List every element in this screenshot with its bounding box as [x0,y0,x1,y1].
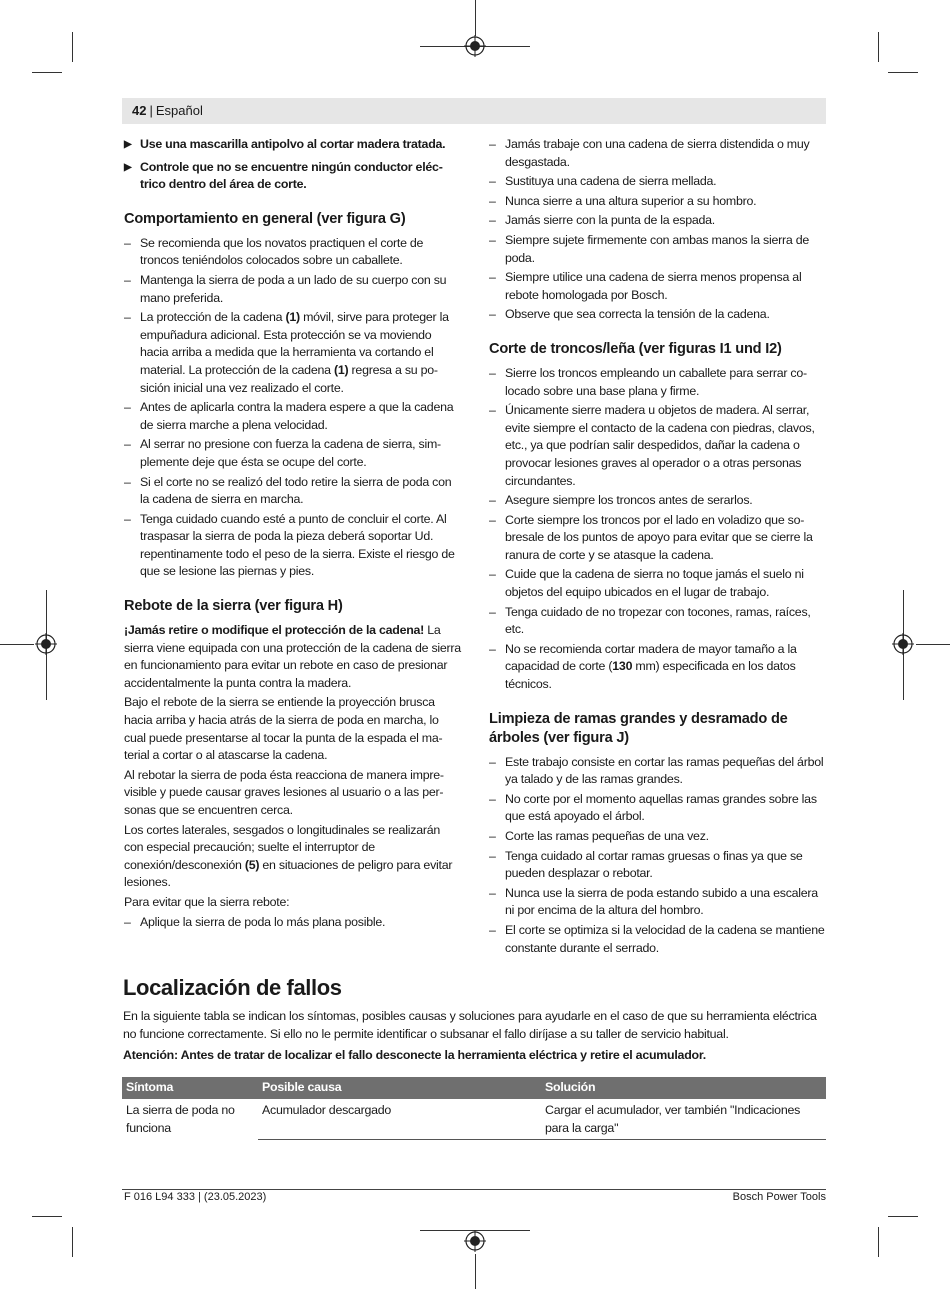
list-item [124,436,461,471]
kickback-paragraph: Al rebotar la sierra de poda ésta reacciona de manera imprevisible y puede causar graves lesiones al usuario o a las personas que se encuentren cerca. [124,767,444,817]
page-number: 42 [132,103,147,118]
arrow-icon: ▶ [124,139,132,150]
list-item-text: No se recomienda cortar madera de mayor tamaño a la capacidad de corte ( [505,641,797,674]
part-reference: (1) [285,310,300,325]
list-item-text: Este trabajo consiste en cortar las ramas pequeñas del árbol ya talado y de las ramas grandes. [505,754,824,787]
dash-bullet: – [489,754,496,769]
dash-bullet: – [124,235,131,250]
table-cell-symptom: La sierra de poda no funciona [126,1103,235,1135]
left-column [124,136,461,933]
header-language: Español [155,103,203,118]
list-item-text: Únicamente sierre madera u objetos de madera. Al serrar, evite siempre el contacto de la cadena con piedras, clavos, etc., ya que podrían salir despedidos, dañar la cadena o provocar lesiones graves al operador o a otras personas circundantes. [505,403,815,488]
dash-bullet: – [489,174,496,189]
list-item-text: El corte se optimiza si la velocidad de la cadena se mantiene constante durante el serrado. [505,922,825,955]
registration-target-icon [35,633,57,655]
troubleshooting-table [122,1077,826,1140]
page-header [122,98,826,124]
crop-mark [72,1227,73,1257]
registration-line [916,644,950,645]
list-item [489,848,826,883]
list-item [489,365,826,400]
list-item-text: Jamás sierre con la punta de la espada. [505,213,715,228]
list-item-text: Aplique la sierra de poda lo más plana posible. [140,914,386,929]
list-item-text: Tenga cuidado al cortar ramas gruesas o finas ya que se pueden desplazar o rebotar. [505,848,803,881]
list-item [124,272,461,307]
dash-bullet: – [489,365,496,380]
list-item [489,306,826,324]
list-item-text: Observe que sea correcta la tensión de la cadena. [505,307,770,322]
kickback-paragraph: Para evitar que la sierra rebote: [124,894,290,909]
dash-bullet: – [489,922,496,937]
column-header-cause: Posible causa [258,1077,541,1099]
list-item-text: La protección de la cadena [140,310,286,325]
crop-mark [888,72,918,73]
warning-item [124,136,461,154]
list-item [489,604,826,639]
dash-bullet: – [489,232,496,247]
list-item-text: Sierre los troncos empleando un caballete para serrar colocado sobre una base plana y firme. [505,365,808,398]
list-item [489,173,826,191]
list-item-text: Mantenga la sierra de poda a un lado de su cuerpo con su mano preferida. [140,272,447,305]
dash-bullet: – [489,567,496,582]
dash-bullet: – [489,307,496,322]
dash-bullet: – [489,848,496,863]
dash-bullet: – [124,914,131,929]
list-item-text: mm) especificada en los datos técnicos. [505,659,796,692]
crop-mark [32,72,62,73]
part-reference: (5) [244,857,260,872]
registration-line [475,1254,476,1289]
section-title-troubleshooting: Localización de fallos [123,975,342,1000]
list-item [489,641,826,694]
dash-bullet: – [124,272,131,287]
troubleshooting-intro: En la siguiente tabla se indican los síntomas, posibles causas y soluciones para ayudarle en el caso de que su herramienta eléctrica no funcione correctamente. Si ello no le permite identificar o subsanar el fallo diríjase a su taller de servicio habitual. [123,1009,817,1041]
list-item-text: Siempre utilice una cadena de sierra menos propensa al rebote homologada por Bosch. [505,270,802,302]
header-separator: | [149,103,153,118]
list-item-text: Nunca use la sierra de poda estando subido a una escalera ni por encima de la altura del hombro. [505,885,818,918]
list-item [124,914,461,932]
list-item-text: Sustituya una cadena de sierra mellada. [505,174,717,189]
list-item-text: Antes de aplicarla contra la madera espere a que la cadena de sierra marche a plena velocidad. [140,400,454,432]
registration-line [475,0,476,36]
dash-bullet: – [489,270,496,285]
list-item-text: móvil, sirve para proteger la empuñadura adicional. Esta protección se va moviendo hacia arriba a medida que la herramienta va cortando el material. La protección de la cadena [140,310,449,377]
footer-divider [122,1189,826,1190]
section-heading-kickback: Rebote de la sierra (ver figura H) [124,598,343,615]
list-item-text: Tenga cuidado cuando esté a punto de concluir el corte. Al traspasar la sierra de poda la pieza deberá soportar Ud. repentinamente todo el peso de la sierra. Existe el riesgo de que se lesione las piernas y pies. [140,511,455,579]
list-item-text: Cuide que la cadena de sierra no toque jamás el suelo ni objetos del equipo ubicados en el lugar de trabajo. [505,567,804,600]
list-item [489,828,826,846]
list-item [124,235,461,270]
list-item-text: Corte las ramas pequeñas de una vez. [505,829,709,843]
warning-text: Controle que no se encuentre ningún conductor eléctrico dentro del área de corte. [140,159,443,192]
list-item-text: Al serrar no presione con fuerza la cadena de sierra, simplemente deje que ésta se ocupe del corte. [140,437,442,469]
list-item-text: No corte por el momento aquellas ramas grandes sobre las que está apoyado el árbol. [505,791,817,824]
paragraph-text: en situaciones de peligro para evitar lesiones. [124,857,453,890]
list-item-text: Si el corte no se realizó del todo retire la sierra de poda con la cadena de sierra en marcha. [140,474,452,507]
dash-bullet: – [489,213,496,228]
table-cell-solution: Cargar el acumulador, ver también "Indicaciones para la carga" [541,1099,826,1140]
dash-bullet: – [124,437,131,452]
table-row [122,1099,826,1140]
list-item [489,402,826,490]
dash-bullet: – [489,604,496,619]
list-item [489,754,826,789]
dash-bullet: – [124,310,131,325]
paragraph-text: Los cortes laterales, sesgados o longitudinales se realizarán con especial precaución; suelte el interruptor de conexión/desconexión [124,822,441,872]
list-item-text: Siempre sujete firmemente con ambas manos la sierra de poda. [505,232,809,265]
crop-mark [32,1216,62,1217]
list-item [489,512,826,565]
table-header-row [122,1077,826,1099]
column-header-symptom: Síntoma [122,1077,258,1099]
arrow-icon: ▶ [124,161,132,173]
list-item [489,791,826,826]
list-item [124,399,461,434]
kickback-paragraph: Bajo el rebote de la sierra se entiende la proyección brusca hacia arriba y hacia atrás de la sierra de poda en marcha, lo cual puede presentarse al tocar la punta de la espada el material a cortar o al atascarse la cadena. [124,695,443,763]
paragraph-text: La sierra viene equipada con una protección de la cadena de sierra en funcionamiento para evitar un rebote en caso de presionar accidentalmente la punta contra la madera. [124,623,461,690]
list-item-text: Nunca sierre a una altura superior a su hombro. [505,193,757,208]
warning-item [124,159,461,194]
list-item [489,136,826,171]
list-item [489,193,826,211]
dash-bullet: – [489,885,496,900]
column-header-solution: Solución [541,1077,826,1099]
dash-bullet: – [124,400,131,415]
kickback-paragraph [124,822,461,892]
list-item [489,885,826,920]
list-item [489,212,826,230]
footer-document-id: F 016 L94 333 | (23.05.2023) [124,1191,267,1203]
list-item-text: Tenga cuidado de no tropezar con tocones, ramas, raíces, etc. [505,604,811,637]
section-heading-logs: Corte de troncos/leña (ver figuras I1 und I2) [489,340,782,357]
registration-target-icon [464,35,486,57]
dash-bullet: – [489,829,496,843]
list-item-text: regresa a su posición inicial una vez realizado el corte. [140,362,439,395]
list-item [489,269,826,304]
kickback-paragraph [124,622,461,692]
dash-bullet: – [489,512,496,527]
footer-brand: Bosch Power Tools [732,1191,826,1203]
dash-bullet: – [124,511,131,526]
registration-target-icon [892,633,914,655]
list-item [489,492,826,510]
dash-bullet: – [489,137,496,151]
right-column [489,136,826,959]
list-item [124,474,461,509]
list-item-text: Se recomienda que los novatos practiquen el corte de troncos teniéndolos colocados sobre un caballete. [140,235,424,268]
dash-bullet: – [489,403,496,418]
list-item-text: Jamás trabaje con una cadena de sierra distendida o muy desgastada. [505,137,810,169]
list-item-text: Asegure siempre los troncos antes de serarlos. [505,493,753,508]
dash-bullet: – [489,193,496,208]
troubleshooting-warning: Atención: Antes de tratar de localizar el fallo desconecte la herramienta eléctrica y retire el acumulador. [123,1048,706,1062]
dash-bullet: – [489,493,496,508]
registration-line [0,644,34,645]
crop-mark [888,1216,918,1217]
list-item [124,511,461,581]
warning-text: Use una mascarilla antipolvo al cortar madera tratada. [140,137,446,151]
cutting-capacity-value: 130 [612,659,633,674]
crop-mark [72,32,73,62]
list-item-text: Corte siempre los troncos por el lado en voladizo que sobresale de los puntos de apoyo para evitar que se cierre la ranura de corte y se atasque la cadena. [505,512,813,562]
kickback-warning: ¡Jamás retire o modifique el protección de la cadena! [124,623,425,638]
dash-bullet: – [489,641,496,656]
section-heading-general: Comportamiento en general (ver figura G) [124,210,406,227]
dash-bullet: – [124,474,131,489]
list-item [124,309,461,397]
list-item [489,232,826,267]
registration-target-icon [464,1230,486,1252]
list-item [489,922,826,957]
list-item [489,566,826,601]
crop-mark [878,32,879,62]
dash-bullet: – [489,791,496,806]
section-heading-pruning: Limpieza de ramas grandes y desramado de árboles (ver figura J) [489,710,788,746]
part-reference: (1) [333,362,349,377]
table-cell-cause: Acumulador descargado [258,1099,541,1140]
crop-mark [878,1227,879,1257]
